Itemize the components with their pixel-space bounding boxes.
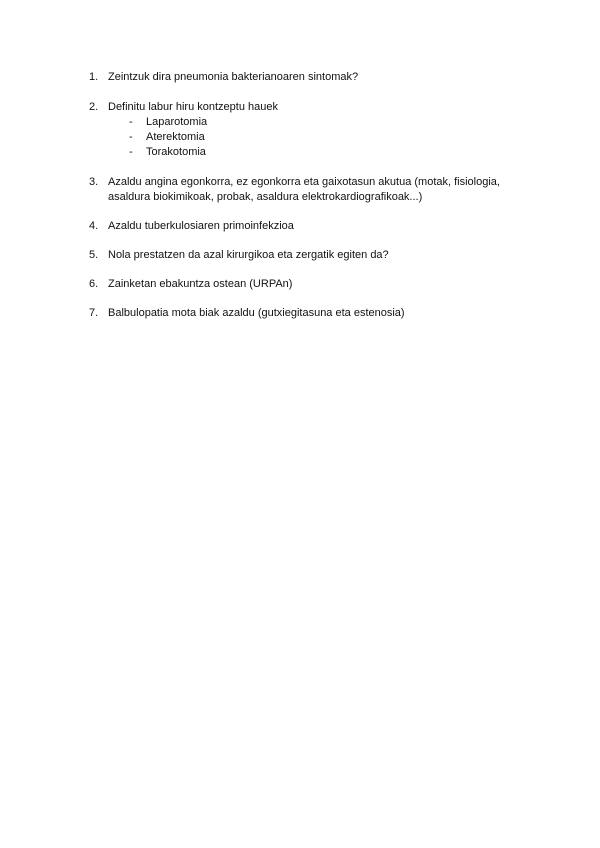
subitem-text: Laparotomia <box>146 116 208 128</box>
question-number: 5. <box>89 249 99 261</box>
question-text: Azaldu angina egonkorra, ez egonkorra eta gaixotasun akutua (motak, fisiologia, <box>108 176 500 188</box>
question-text: Balbulopatia mota biak azaldu (gutxiegitasuna eta estenosia) <box>108 307 405 319</box>
question-text-continued: asaldura biokimikoak, probak, asaldura elektrokardiografikoak...) <box>108 191 423 203</box>
question-text: Nola prestatzen da azal kirurgikoa eta zergatik egiten da? <box>108 249 389 261</box>
question-text: Azaldu tuberkulosiaren primoinfekzioa <box>108 220 294 232</box>
question-number: 3. <box>89 176 99 188</box>
question-number: 6. <box>89 278 99 290</box>
subitem-text: Torakotomia <box>146 146 206 158</box>
question-number: 7. <box>89 307 99 319</box>
bullet-dash: - <box>129 131 133 143</box>
question-number: 1. <box>89 71 99 83</box>
question-number: 2. <box>89 101 99 113</box>
question-text: Zainketan ebakuntza ostean (URPAn) <box>108 278 293 290</box>
bullet-dash: - <box>129 146 133 158</box>
question-text: Definitu labur hiru kontzeptu hauek <box>108 101 278 113</box>
subitem-text: Aterektomia <box>146 131 205 143</box>
bullet-dash: - <box>129 116 133 128</box>
question-text: Zeintzuk dira pneumonia bakterianoaren sintomak? <box>108 71 359 83</box>
question-number: 4. <box>89 220 99 232</box>
